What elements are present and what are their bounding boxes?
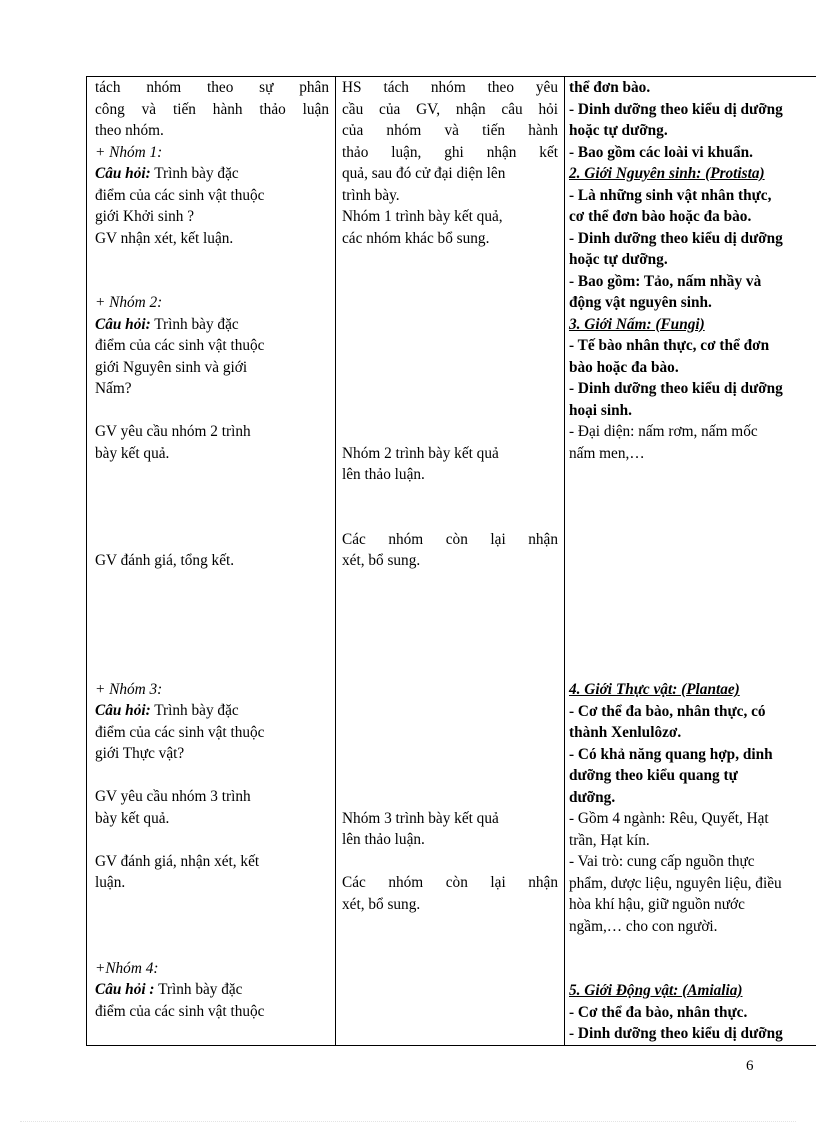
text-span: Trình bày đặc (150, 165, 239, 182)
page-number: 6 (746, 1058, 754, 1074)
text-line: - Có khả năng quang hợp, dinh (569, 745, 773, 763)
spacer (95, 400, 329, 422)
text-line: GV nhận xét, kết luận. (95, 229, 234, 247)
text-line: điểm của các sinh vật thuộc (95, 337, 265, 354)
page-edge-divider (20, 1121, 796, 1122)
text-line: GV yêu cầu nhóm 2 trình (95, 423, 251, 440)
text-line: xét, bổ sung. (342, 552, 421, 569)
text-line: lên thảo luận. (342, 466, 425, 483)
text-line: cơ thể đơn bào hoặc đa bào. (569, 208, 752, 225)
text-line: thành Xenlulôzơ. (569, 724, 682, 741)
text-line: nấm men,… (569, 444, 645, 462)
text-line: Các nhóm còn lại nhận (342, 530, 558, 548)
spacer (342, 249, 558, 443)
text-line: - Tế bào nhân thực, cơ thể đơn (569, 337, 770, 354)
section-heading-fungi: 3. Giới Nấm: (Fungi) (569, 315, 705, 333)
text-line: - Bao gồm các loài vi khuẩn. (569, 143, 754, 161)
question-3 (95, 700, 329, 722)
text-line: Các nhóm còn lại nhận (342, 874, 558, 891)
text-line: quả, sau đó cử đại diện lên (342, 165, 506, 182)
text-span: Trình bày đặc (150, 315, 239, 333)
spacer (95, 572, 329, 679)
text-line: theo nhóm. (95, 122, 164, 139)
table-row (87, 77, 816, 1046)
text-line: Nhóm 2 trình bày kết quả (342, 444, 499, 462)
text-line: của nhóm và tiến hành (342, 122, 558, 139)
spacer (342, 572, 558, 808)
question-label: Câu hỏi: (95, 702, 151, 719)
lesson-table (86, 76, 816, 1046)
text-line: thảo luận, ghi nhận kết (342, 143, 558, 161)
text-line: - Gồm 4 ngành: Rêu, Quyết, Hạt (569, 810, 769, 827)
text-line: hòa khí hậu, giữ nguồn nước (569, 896, 745, 913)
text-span: Trình bày đặc (150, 702, 239, 719)
text-line: phẩm, dược liệu, nguyên liệu, điều (569, 874, 782, 892)
teacher-activity-cell (87, 77, 336, 1046)
spacer (95, 765, 329, 787)
text-line: lên thảo luận. (342, 831, 425, 848)
text-line: GV yêu cầu nhóm 3 trình (95, 788, 251, 805)
spacer (95, 894, 329, 958)
text-line: luận. (95, 874, 126, 891)
spacer (342, 851, 558, 873)
text-line: giới Thực vật? (95, 745, 185, 762)
group-3-heading: + Nhóm 3: (95, 680, 163, 698)
student-activity-cell (336, 77, 565, 1046)
text-line: hoặc tự dưỡng. (569, 251, 668, 268)
text-line: Nhóm 3 trình bày kết quả (342, 809, 499, 827)
question-label: Câu hỏi: (95, 315, 151, 333)
section-heading-animalia: 5. Giới Động vật: (Amialia) (569, 982, 743, 999)
question-label: Câu hỏi: (95, 165, 151, 182)
text-line: các nhóm khác bổ sung. (342, 229, 490, 247)
text-line: ngầm,… cho con người. (569, 917, 718, 935)
text-line: dưỡng theo kiểu quang tự (569, 767, 738, 784)
question-1 (95, 163, 329, 185)
text-span: Trình bày đặc (154, 981, 243, 998)
text-line: GV đánh giá, nhận xét, kết (95, 852, 260, 870)
text-line: hoại sinh. (569, 401, 632, 419)
text-line: Nhóm 1 trình bày kết quả, (342, 208, 503, 225)
spacer (95, 464, 329, 550)
text-line: giới Khởi sinh ? (95, 208, 195, 225)
spacer (569, 464, 816, 679)
section-heading-protista: 2. Giới Nguyên sinh: (Protista) (569, 165, 765, 182)
group-2-heading: + Nhóm 2: (95, 294, 163, 311)
text-line: GV đánh giá, tổng kết. (95, 552, 235, 569)
text-line: Nấm? (95, 380, 132, 397)
text-line: - Dinh dưỡng theo kiểu dị dưỡng (569, 380, 783, 397)
text-line: - Dinh dưỡng theo kiểu dị dưỡng (569, 1025, 783, 1042)
text-line: trần, Hạt kín. (569, 831, 650, 849)
text-line: điểm của các sinh vật thuộc (95, 1002, 265, 1020)
text-line: HS tách nhóm theo yêu (342, 79, 558, 96)
text-line: bày kết quả. (95, 809, 170, 827)
text-line: giới Nguyên sinh và giới (95, 358, 248, 376)
spacer (342, 486, 558, 529)
content-cell (565, 77, 816, 1046)
text-line: - Vai trò: cung cấp nguồn thực (569, 853, 755, 870)
text-line: công và tiến hành thảo luận (95, 100, 329, 118)
text-line: - Cơ thể đa bào, nhân thực. (569, 1003, 748, 1021)
section-heading-plantae: 4. Giới Thực vật: (Plantae) (569, 681, 740, 698)
text-line: - Dinh dưỡng theo kiểu dị dưỡng (569, 229, 783, 247)
text-line: - Bao gồm: Tảo, nấm nhầy và (569, 272, 762, 290)
group-4-heading: +Nhóm 4: (95, 959, 159, 977)
text-line: xét, bổ sung. (342, 895, 421, 913)
text-line: thể đơn bào. (569, 79, 651, 96)
spacer (95, 829, 329, 851)
question-4 (95, 979, 329, 1001)
text-line: bày kết quả. (95, 444, 170, 462)
text-line: cầu của GV, nhận câu hỏi (342, 100, 558, 118)
text-line: - Dinh dưỡng theo kiểu dị dưỡng (569, 100, 783, 118)
spacer (95, 249, 329, 292)
group-1-heading: + Nhóm 1: (95, 143, 163, 161)
question-2 (95, 314, 329, 336)
text-line: trình bày. (342, 186, 400, 204)
text-line: hoặc tự dưỡng. (569, 122, 668, 139)
question-label: Câu hỏi : (95, 981, 155, 998)
text-line: dưỡng. (569, 788, 616, 806)
text-line: - Đại diện: nấm rơm, nấm mốc (569, 423, 758, 440)
text-line: động vật nguyên sinh. (569, 294, 712, 311)
text-line: bào hoặc đa bào. (569, 358, 679, 376)
text-line: tách nhóm theo sự phân (95, 79, 329, 96)
text-line: - Là những sinh vật nhân thực, (569, 186, 772, 204)
text-line: - Cơ thể đa bào, nhân thực, có (569, 702, 766, 720)
spacer (569, 937, 816, 980)
text-line: điểm của các sinh vật thuộc (95, 723, 265, 741)
text-line: điểm của các sinh vật thuộc (95, 186, 265, 204)
